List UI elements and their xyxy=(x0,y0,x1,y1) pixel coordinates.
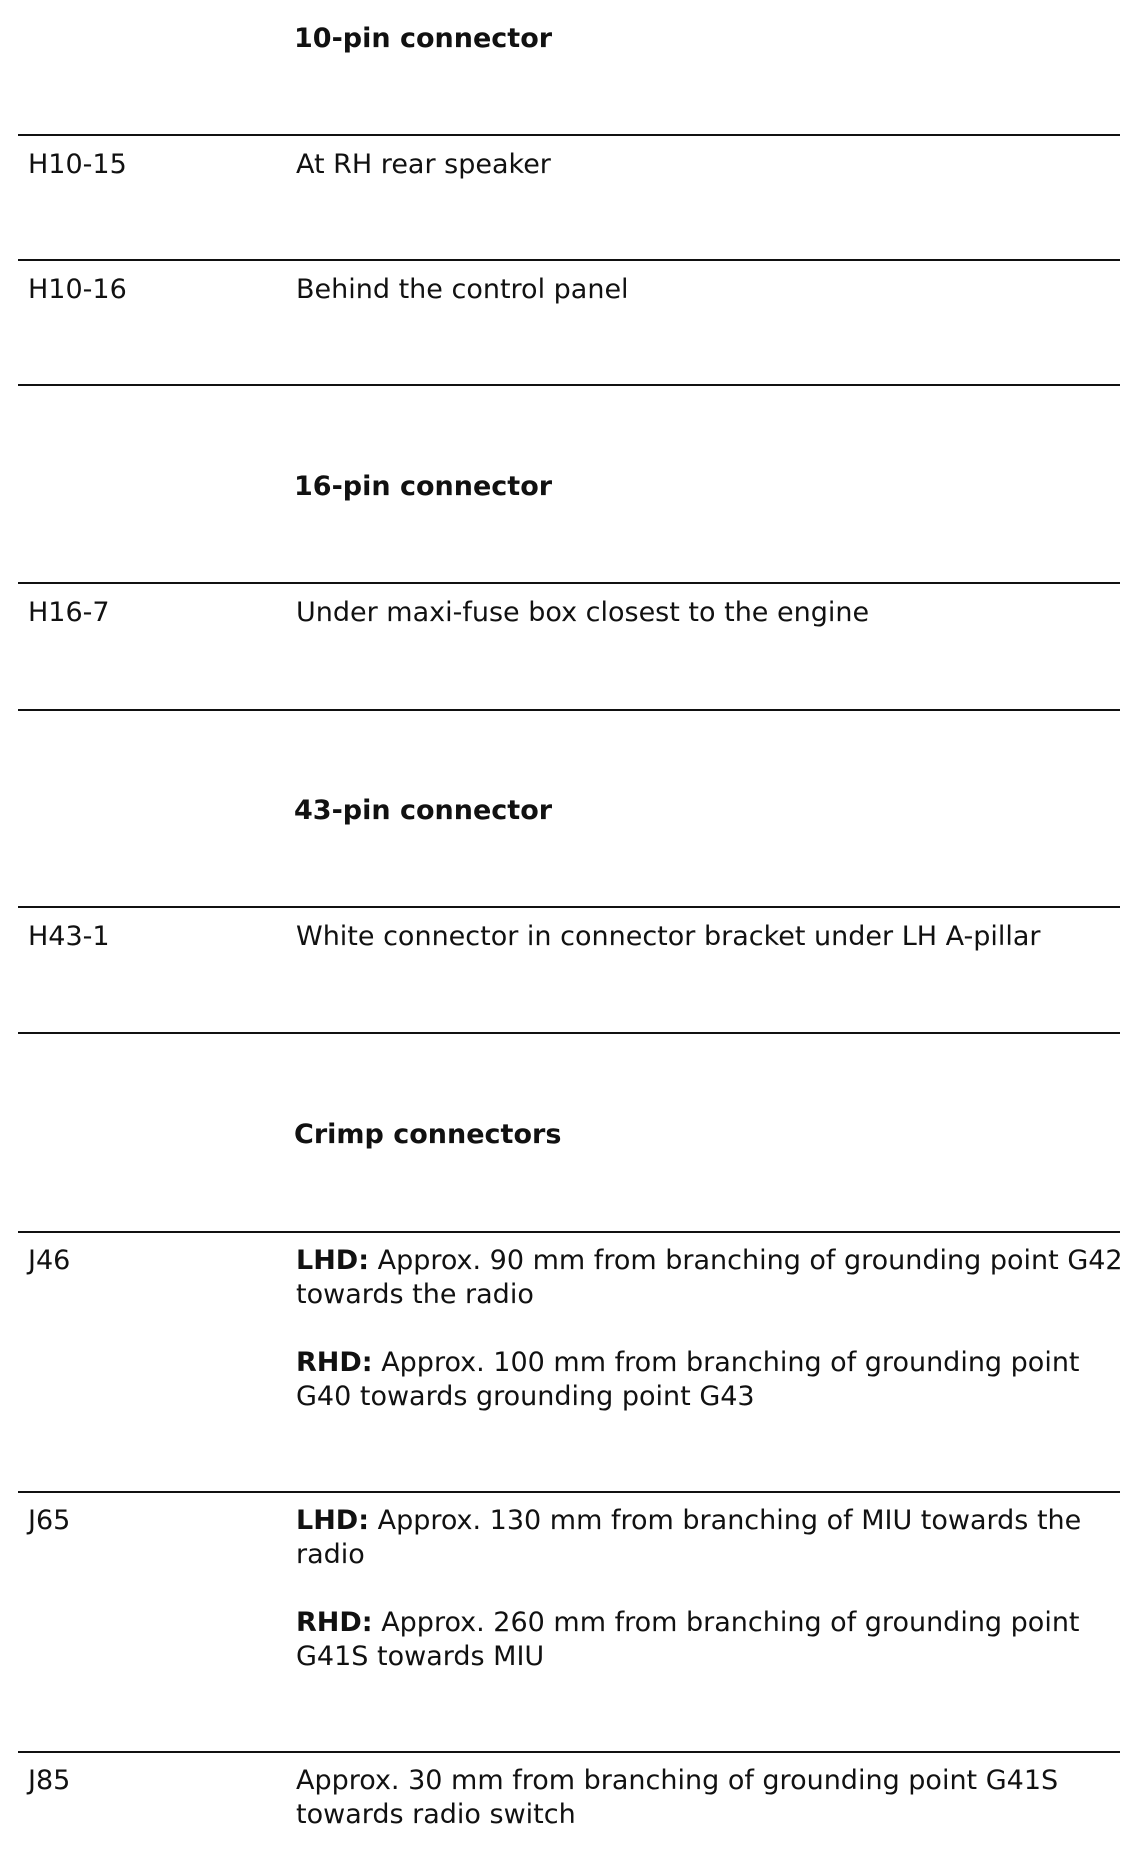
row-divider xyxy=(18,259,1120,261)
row-divider xyxy=(18,709,1120,711)
row-divider xyxy=(18,582,1120,584)
connector-location: Behind the control panel xyxy=(296,274,629,305)
connector-code: J85 xyxy=(28,1765,71,1796)
rhd-text: Approx. 260 mm from branching of grounding point G41S towards MIU xyxy=(296,1607,1080,1672)
row-divider xyxy=(18,384,1120,386)
connector-code: H10-15 xyxy=(28,149,127,180)
connector-location xyxy=(296,1504,1126,1674)
rhd-label: RHD: xyxy=(296,1347,373,1378)
rhd-note xyxy=(296,1606,1126,1674)
lhd-note xyxy=(296,1244,1126,1312)
row-divider xyxy=(18,1751,1120,1753)
connector-location: Under maxi-fuse box closest to the engine xyxy=(296,597,870,628)
connector-code: J65 xyxy=(28,1505,71,1536)
connector-code: J46 xyxy=(28,1245,71,1276)
lhd-note xyxy=(296,1504,1126,1572)
connector-code: H43-1 xyxy=(28,921,110,952)
section-heading-16-pin: 16-pin connector xyxy=(294,471,553,502)
row-divider xyxy=(18,906,1120,908)
connector-location xyxy=(296,1244,1126,1414)
rhd-text: Approx. 100 mm from branching of grounding point G40 towards grounding point G43 xyxy=(296,1347,1080,1412)
section-heading-43-pin: 43-pin connector xyxy=(294,795,553,826)
lhd-label: LHD: xyxy=(296,1505,370,1536)
connector-code: H16-7 xyxy=(28,597,110,628)
rhd-note xyxy=(296,1346,1126,1414)
lhd-text: Approx. 130 mm from branching of MIU towards the radio xyxy=(296,1505,1082,1570)
connector-code: H10-16 xyxy=(28,274,127,305)
row-divider xyxy=(18,1231,1120,1233)
connector-location: Approx. 30 mm from branching of grounding point G41S towards radio switch xyxy=(296,1765,1059,1830)
connector-location: At RH rear speaker xyxy=(296,149,551,180)
lhd-label: LHD: xyxy=(296,1245,370,1276)
section-heading-crimp: Crimp connectors xyxy=(294,1119,562,1150)
lhd-text: Approx. 90 mm from branching of grounding point G42 towards the radio xyxy=(296,1245,1123,1310)
connector-location: White connector in connector bracket under LH A-pillar xyxy=(296,921,1041,952)
section-heading-10-pin: 10-pin connector xyxy=(294,23,553,54)
rhd-label: RHD: xyxy=(296,1607,373,1638)
row-divider xyxy=(18,1032,1120,1034)
row-divider xyxy=(18,134,1120,136)
row-divider xyxy=(18,1491,1120,1493)
